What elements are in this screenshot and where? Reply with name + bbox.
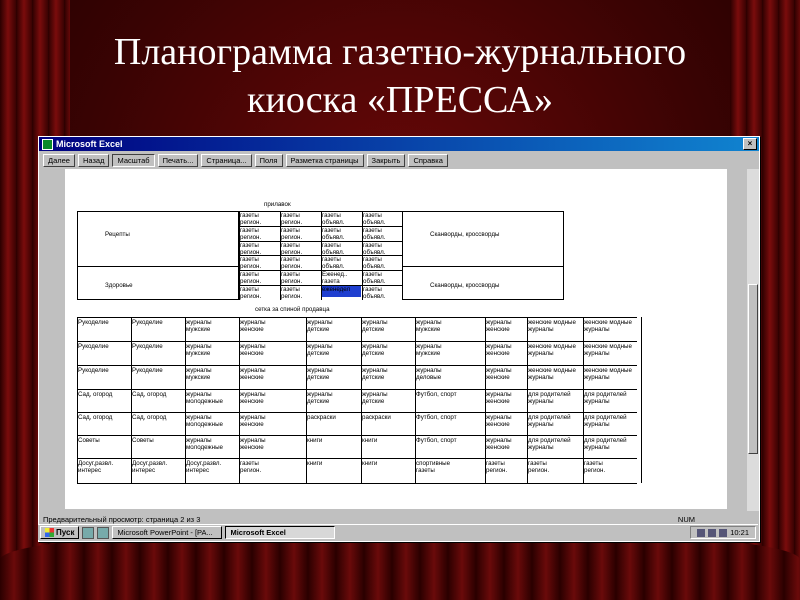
grid-cell: Досуг,развл. интерес <box>132 460 168 474</box>
grid-cell: для родителей журналы <box>528 437 571 451</box>
counter-grid-line <box>321 211 362 212</box>
grid-cell: спортивные газеты <box>416 460 451 474</box>
vertical-scrollbar[interactable] <box>747 169 759 511</box>
counter-divider <box>402 266 564 267</box>
quick-launch-icon[interactable] <box>97 527 109 539</box>
counter-right-top-label: Сканворды, кроссворды <box>430 231 500 238</box>
grid-cell: Сад, огород <box>78 414 113 421</box>
grid-cell: журналы женские <box>240 319 266 333</box>
grid-cell: Рукоделие <box>132 319 163 326</box>
grid-cell: журналы женские <box>486 319 512 333</box>
status-text: Предварительный просмотр: страница 2 из 3 <box>43 514 201 524</box>
grid-cell: журналы женские <box>240 391 266 405</box>
counter-grid-line <box>280 241 321 242</box>
grid-cell: журналы детские <box>362 343 388 357</box>
grid-line <box>77 317 78 483</box>
preview-toolbar <box>39 151 759 169</box>
grid-cell: книги <box>362 437 378 444</box>
grid-cell: Сад, огород <box>132 391 167 398</box>
num-lock-indicator: NUM <box>677 514 695 524</box>
excel-app-icon <box>42 139 53 150</box>
grid-line <box>361 317 362 483</box>
grid-cell: Рукоделие <box>132 343 163 350</box>
grid-line <box>77 341 637 342</box>
grid-cell: журналы детские <box>307 319 333 333</box>
windows-logo-icon <box>45 528 54 537</box>
scroll-thumb[interactable] <box>748 284 758 454</box>
counter-grid-line <box>321 255 362 256</box>
counter-grid-line <box>362 226 403 227</box>
counter-grid-line <box>321 270 362 271</box>
grid-cell: журналы молодежные <box>186 437 223 451</box>
counter-cell: газеты регион. <box>281 212 303 226</box>
grid-cell: журналы женские <box>240 437 266 451</box>
counter-cell: газеты объявл. <box>322 212 345 226</box>
counter-cell: газеты регион. <box>281 286 303 300</box>
counter-grid-line <box>321 241 362 242</box>
clock: 10:21 <box>730 528 749 537</box>
grid-cell: газеты регион. <box>486 460 508 474</box>
grid-title: сетка за спиной продавца <box>255 306 330 313</box>
grid-cell: Рукоделие <box>132 367 163 374</box>
counter-grid-line <box>239 255 280 256</box>
grid-cell: женские модные журналы <box>528 319 576 333</box>
grid-cell: журналы мужские <box>186 319 212 333</box>
grid-line <box>77 317 637 318</box>
grid-cell: журналы женские <box>240 343 266 357</box>
grid-cell: журналы детские <box>362 367 388 381</box>
grid-cell: женские модные журналы <box>584 367 632 381</box>
slide-title-line2: киоска «ПРЕССА» <box>247 79 553 121</box>
excel-window <box>38 136 760 542</box>
grid-line <box>77 483 637 484</box>
counter-cell: газеты объявл. <box>363 256 386 271</box>
counter-cell: газеты регион. <box>240 286 262 300</box>
grid-cell: журналы женские <box>240 414 266 428</box>
counter-cell: еженедел <box>322 286 351 293</box>
grid-cell: журналы детские <box>307 391 333 405</box>
grid-cell: для родителей журналы <box>584 437 627 451</box>
grid-cell: Футбол, спорт <box>416 437 457 444</box>
grid-cell: Сад, огород <box>78 391 113 398</box>
counter-grid-line <box>280 270 321 271</box>
grid-line <box>527 317 528 483</box>
counter-grid-line <box>280 255 321 256</box>
counter-grid-line <box>239 211 280 212</box>
grid-line <box>641 317 642 483</box>
grid-line <box>77 412 637 413</box>
counter-cell: газеты объявл. <box>363 226 386 241</box>
grid-line <box>485 317 486 483</box>
quick-launch-icon[interactable] <box>82 527 94 539</box>
grid-cell: журналы женские <box>486 391 512 405</box>
counter-grid-line <box>239 226 280 227</box>
grid-cell: газеты регион. <box>240 460 262 474</box>
back-button[interactable]: Назад <box>78 154 110 167</box>
grid-cell: книги <box>307 460 323 467</box>
system-tray <box>690 526 756 539</box>
taskbar <box>38 524 758 540</box>
start-label: Пуск <box>56 528 75 537</box>
grid-line <box>415 317 416 483</box>
grid-cell: журналы молодежные <box>186 391 223 405</box>
preview-page <box>65 169 727 509</box>
counter-cell: газеты регион. <box>281 256 303 271</box>
grid-cell: журналы детские <box>362 319 388 333</box>
print-button[interactable]: Печать... <box>158 154 199 167</box>
counter-cell: газеты регион. <box>240 241 262 256</box>
counter-right-bottom-label: Сканворды, кроссворды <box>430 282 500 289</box>
counter-grid-line <box>321 226 362 227</box>
grid-cell: Сад, огород <box>132 414 167 421</box>
counter-grid-line <box>362 211 403 212</box>
counter-cell: газеты объявл. <box>363 241 386 256</box>
grid-line <box>185 317 186 483</box>
taskbar-item-excel[interactable]: Microsoft Excel <box>225 526 335 539</box>
counter-cell: газеты регион. <box>281 241 303 256</box>
grid-cell: книги <box>362 460 378 467</box>
slide-title-line1: Планограмма газетно-журнального <box>113 31 687 73</box>
counter-cell: газеты регион. <box>240 271 262 285</box>
grid-cell: Досуг,развл. интерес <box>186 460 222 474</box>
grid-cell: журналы мужские <box>416 319 442 333</box>
grid-cell: раскраски <box>362 414 391 421</box>
grid-cell: журналы молодежные <box>186 414 223 428</box>
page-break-button[interactable]: Разметка страницы <box>286 154 364 167</box>
grid-line <box>77 365 637 366</box>
grid-cell: журналы женские <box>486 367 512 381</box>
grid-line <box>306 317 307 483</box>
counter-grid-line <box>362 285 403 286</box>
counter-cell: газеты регион. <box>240 212 262 226</box>
grid-line <box>131 317 132 483</box>
counter-grid-line <box>280 285 321 286</box>
grid-cell: раскраски <box>307 414 336 421</box>
counter-grid-line <box>362 255 403 256</box>
grid-cell: журналы женские <box>486 343 512 357</box>
grid-cell: журналы женские <box>486 437 512 451</box>
preview-area <box>41 169 753 511</box>
counter-grid-line <box>362 241 403 242</box>
grid-cell: Рукоделие <box>78 343 109 350</box>
counter-grid-line <box>280 211 321 212</box>
grid-cell: женские модные журналы <box>584 319 632 333</box>
zoom-button[interactable]: Масштаб <box>112 154 154 167</box>
grid-cell: книги <box>307 437 323 444</box>
start-button[interactable] <box>40 526 79 539</box>
counter-cell: газеты регион. <box>281 271 303 285</box>
tray-icon[interactable] <box>697 529 705 537</box>
grid-cell: Рукоделие <box>78 367 109 374</box>
grid-cell: женские модные журналы <box>584 343 632 357</box>
margins-button[interactable]: Поля <box>255 154 283 167</box>
grid-cell: журналы мужские <box>186 367 212 381</box>
window-titlebar[interactable] <box>39 137 759 151</box>
grid-cell: Футбол, спорт <box>416 414 457 421</box>
grid-cell: газеты регион. <box>584 460 606 474</box>
help-button[interactable]: Справка <box>408 154 447 167</box>
close-window-button[interactable]: × <box>743 138 757 150</box>
grid-line <box>77 435 637 436</box>
grid-cell: журналы мужские <box>416 343 442 357</box>
counter-cell: газеты объявл. <box>322 241 345 256</box>
grid-cell: для родителей журналы <box>528 414 571 428</box>
page-setup-button[interactable]: Страница... <box>201 154 251 167</box>
grid-cell: женские модные журналы <box>528 343 576 357</box>
grid-cell: для родителей журналы <box>584 391 627 405</box>
counter-cell: газеты объявл. <box>363 212 386 226</box>
slide-title <box>70 28 730 124</box>
counter-title: прилавок <box>264 201 291 208</box>
grid-cell: Советы <box>78 437 100 444</box>
grid-cell: газеты регион. <box>528 460 550 474</box>
counter-cell: газеты объявл. <box>322 256 345 271</box>
close-preview-button[interactable]: Закрыть <box>367 154 406 167</box>
grid-cell: Советы <box>132 437 154 444</box>
counter-left-bottom-label: Здоровье <box>105 282 133 289</box>
grid-cell: женские модные журналы <box>528 367 576 381</box>
counter-cell: газеты объявл. <box>322 226 345 241</box>
grid-cell: журналы мужские <box>186 343 212 357</box>
grid-cell: журналы женские <box>240 367 266 381</box>
grid-cell: для родителей журналы <box>584 414 627 428</box>
grid-line <box>77 389 637 390</box>
grid-line <box>583 317 584 483</box>
counter-cell: газеты регион. <box>281 226 303 241</box>
counter-left-top-label: Рецепты <box>105 231 130 238</box>
grid-cell: Футбол, спорт <box>416 391 457 398</box>
tray-icon[interactable] <box>708 529 716 537</box>
grid-line <box>77 458 637 459</box>
grid-cell: журналы детские <box>307 367 333 381</box>
grid-cell: журналы детские <box>307 343 333 357</box>
counter-cell: газеты объявл. <box>363 286 386 300</box>
grid-cell: журналы деловые <box>416 367 442 381</box>
next-button[interactable]: Далее <box>43 154 75 167</box>
taskbar-item-powerpoint[interactable]: Microsoft PowerPoint - [PA... <box>112 526 222 539</box>
counter-cell: газеты объявл. <box>363 271 386 285</box>
grid-line <box>239 317 240 483</box>
counter-grid-line <box>362 270 403 271</box>
window-title: Microsoft Excel <box>56 139 123 149</box>
counter-grid-line <box>280 226 321 227</box>
counter-cell: Еженед.. газета <box>322 271 348 285</box>
counter-grid-line <box>239 270 280 271</box>
grid-cell: для родителей журналы <box>528 391 571 405</box>
counter-cell: газеты регион. <box>240 256 262 271</box>
counter-grid-line <box>239 285 280 286</box>
counter-divider <box>77 266 239 267</box>
grid-cell: журналы женские <box>486 414 512 428</box>
counter-grid-line <box>239 241 280 242</box>
counter-grid-line <box>321 285 362 286</box>
grid-cell: Досуг,развл. интерес <box>78 460 114 474</box>
grid-cell: журналы детские <box>362 391 388 405</box>
counter-cell: газеты регион. <box>240 226 262 241</box>
tray-icon[interactable] <box>719 529 727 537</box>
grid-cell: Рукоделие <box>78 319 109 326</box>
